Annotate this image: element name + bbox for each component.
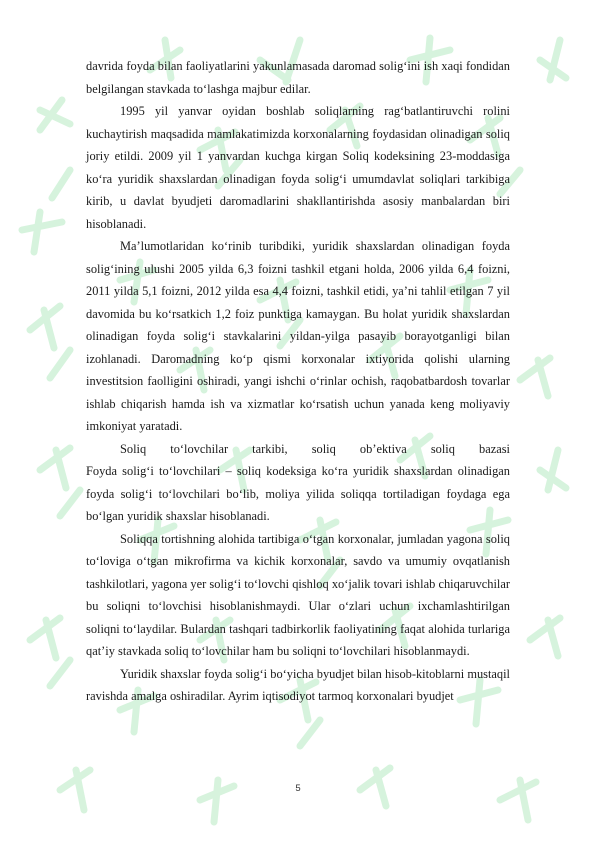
paragraph-4: Foyda solig‘i to‘lovchilari – soliq kodeksiga ko‘ra yuridik shaxslardan olinadigan foyda solig‘i to‘lovchilari bo‘lib, moliya yilida soliqqa tortiladigan foydaga ega bo‘lgan yuridik shaxslar hisoblanadi.	[86, 464, 510, 523]
paragraph-3: Ma’lumotlaridan ko‘rinib turibdiki, yuridik shaxslardan olinadigan foyda solig‘ining ulushi 2005 yilda 6,3 foizni tashkil etgani holda, 2006 yilda 6,4 foizni, 2011 yilda 5,1 foizni, 2012 yilda esa 4,4 foizni, tashkil etidi, ya’ni tahlil etilgan 7 yil davomida bu ko‘rsatkich 1,2 foiz punktiga kamaygan. Bu holat yuridik shaxslardan olinadigan foyda solig‘i stavkalarini yildan-yilga pasayib borayotganligi bilan izohlanadi. Daromadning ko‘p qismi korxonalar ixtiyorida qolishi ularning investitsion faolligini oshiradi, yangi ishchi o‘rinlar ochish, raqobatbardosh tovarlar ishlab chiqarish hamda ish va xizmatlar ko‘rsatish uchun yanada keng moliyaviy imkoniyat yaratadi.	[86, 239, 510, 433]
paragraph-5: Soliqqa tortishning alohida tartibiga o‘tgan korxonalar, jumladan yagona soliq to‘loviga o‘tgan mikrofirma va kichik korxonalar, savdo va umumiy ovqatlanish tashkilotlari, yagona yer solig‘i to‘lovchi qishloq xo‘jalik tovari ishlab chiqaruvchilar bu soliqni to‘lovchisi hisoblanishmaydi. Ular o‘zlari uchun ixchamlashtirilgan soliqni to‘laydilar. Bulardan tashqari tadbirkorlik faoliyatining faqat alohida turlariga qat’iy stavkada soliq to‘lovchilar ham bu soliqni to‘lovchilari hisoblanmaydi.	[86, 531, 510, 658]
paragraph-1: davrida foyda bilan faoliyatlarini yakunlamasada daromad solig‘ini ish xaqi fondidan belgilangan stavkada to‘lashga majbur edilar.	[86, 59, 510, 96]
paragraph-2: 1995 yil yanvar oyidan boshlab soliqlarning rag‘batlantiruvchi rolini kuchaytirish maqsadida mamlakatimizda korxonalarning foydasidan olinadigan soliq joriy etildi. 2009 yil 1 yanvardan kuchga kirgan Soliq kodeksining 23-moddasiga ko‘ra yuridik shaxslardan olinadigan foyda solig‘i umumdavlat soliqlari tarkibiga kirib, u davlat byudjeti daromadlarini shakllantirishda asosiy manbalardan biri hisoblanadi.	[86, 104, 510, 231]
section-heading: Soliq to‘lovchilar tarkibi, soliq ob’ektiva soliq bazasi	[120, 441, 510, 456]
paragraph-6: Yuridik shaxslar foyda solig‘i bo‘yicha byudjet bilan hisob-kitoblarni mustaqil ravishda amalga oshiradilar. Ayrim iqtisodiyot tarmoq korxonalari byudjet	[86, 666, 510, 703]
page-number: 5	[295, 783, 301, 794]
document-body	[86, 55, 510, 708]
